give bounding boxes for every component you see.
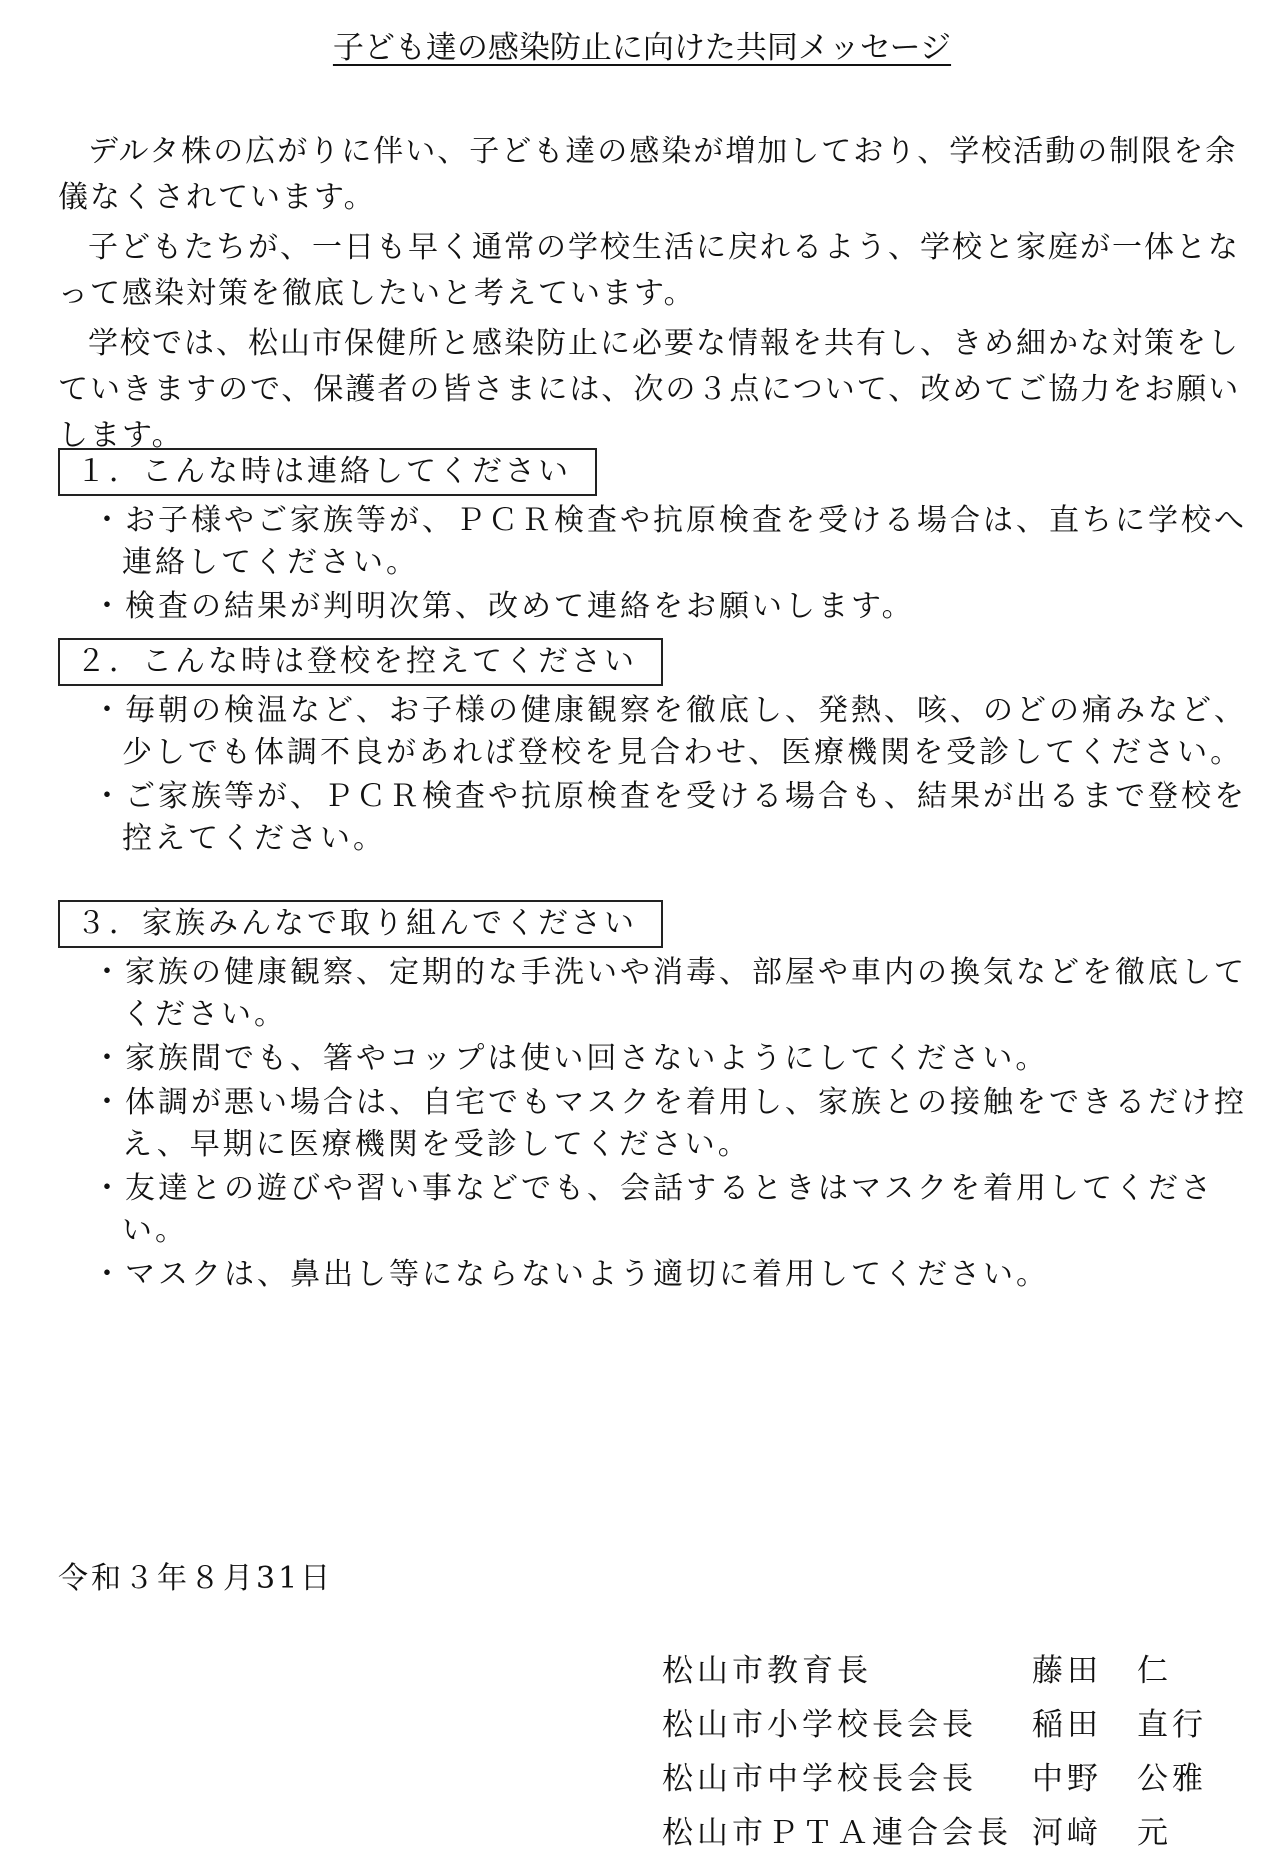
intro-paragraphs (58, 129, 1258, 463)
list-item: ・マスクは、鼻出し等にならないよう適切に着用してください。 (92, 1257, 1049, 1292)
section-header: ３．家族みんなで取り組んでください (58, 900, 663, 948)
section-header: ２．こんな時は登校を控えてください (58, 638, 663, 686)
section-list (58, 500, 1258, 628)
document-title-block (0, 26, 1284, 70)
signer-row (662, 1802, 1222, 1856)
intro-paragraph: 学校では、松山市保健所と感染防止に必要な情報を共有し、きめ細かな対策をしていきますので、保護者の皆さまには、次の３点について、改めてご協力をお願いします。 (58, 326, 1241, 453)
signer-role: 松山市小学校長会長 (662, 1706, 977, 1743)
list-item: ・友達との遊びや習い事などでも、会話するときはマスクを着用してください。 (92, 1171, 1214, 1248)
signer-row (662, 1640, 1222, 1694)
list-item: ・毎朝の検温など、お子様の健康観察を徹底し、発熱、咳、のどの痛みなど、少しでも体調不良があれば登校を見合わせ、医療機関を受診してください。 (92, 693, 1247, 770)
section-family (58, 900, 1258, 1298)
list-item: ・ご家族等が、ＰＣＲ検査や抗原検査を受ける場合も、結果が出るまで登校を控えてください。 (92, 779, 1247, 856)
signer-name: 稲田 直行 (1032, 1706, 1207, 1743)
list-item: ・お子様やご家族等が、ＰＣＲ検査や抗原検査を受ける場合は、直ちに学校へ連絡してください。 (92, 503, 1247, 580)
section-contact (58, 448, 1258, 630)
section-stay-home (58, 638, 1258, 862)
signer-role: 松山市教育長 (662, 1652, 872, 1689)
intro-paragraph: デルタ株の広がりに伴い、子ども達の感染が増加しており、学校活動の制限を余儀なくされています。 (58, 134, 1238, 215)
signer-role: 松山市中学校長会長 (662, 1760, 977, 1797)
intro-paragraph: 子どもたちが、一日も早く通常の学校生活に戻れるよう、学校と家庭が一体となって感染対策を徹底したいと考えています。 (58, 230, 1240, 311)
signer-name: 河﨑 元 (1032, 1814, 1172, 1851)
signature-block (662, 1640, 1222, 1856)
document-title: 子ども達の感染防止に向けた共同メッセージ (332, 30, 952, 66)
signer-row (662, 1748, 1222, 1802)
signer-name: 中野 公雅 (1032, 1760, 1207, 1797)
list-item: ・体調が悪い場合は、自宅でもマスクを着用し、家族との接触をできるだけ控え、早期に医療機関を受診してください。 (92, 1085, 1247, 1162)
signer-name: 藤田 仁 (1032, 1652, 1172, 1689)
section-list (58, 952, 1258, 1296)
section-header: １．こんな時は連絡してください (58, 448, 597, 496)
signer-row (662, 1694, 1222, 1748)
list-item: ・家族間でも、箸やコップは使い回さないようにしてください。 (92, 1041, 1049, 1076)
signer-role: 松山市ＰＴＡ連合会長 (662, 1814, 1012, 1851)
document-date: 令和３年８月31日 (58, 1561, 334, 1596)
section-list (58, 690, 1258, 860)
list-item: ・検査の結果が判明次第、改めて連絡をお願いします。 (92, 589, 915, 624)
list-item: ・家族の健康観察、定期的な手洗いや消毒、部屋や車内の換気などを徹底してください。 (92, 955, 1247, 1032)
